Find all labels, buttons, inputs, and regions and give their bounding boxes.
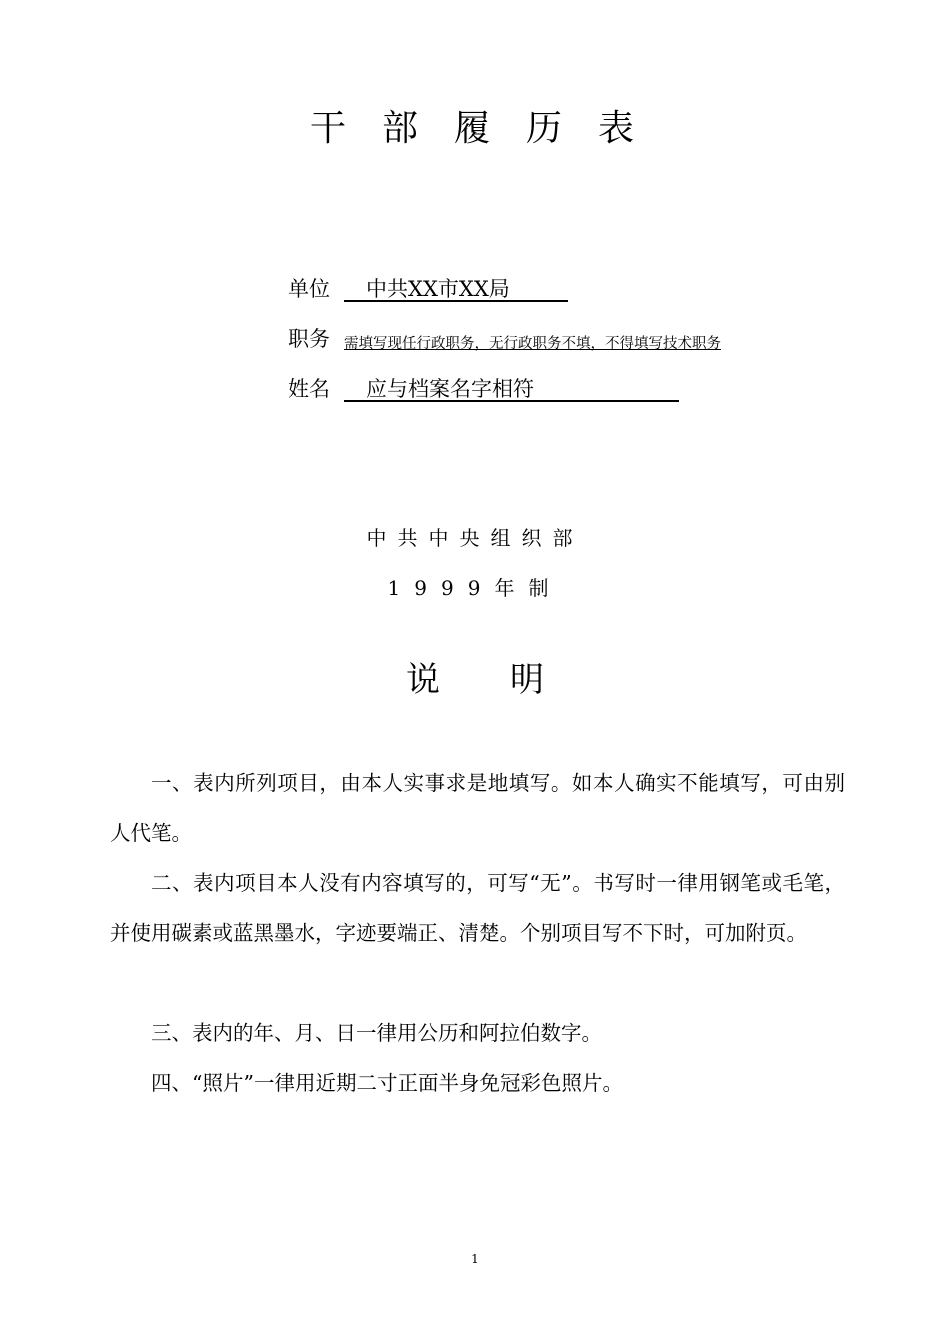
unit-label: 单位 <box>288 277 330 301</box>
unit-field <box>344 273 568 302</box>
document-title: 干部履历表 <box>309 108 670 149</box>
instructions-heading: 说明 <box>406 660 614 700</box>
position-label: 职务 <box>288 327 330 351</box>
instruction-item-1: 一、表内所列项目，由本人实事求是地填写。如本人确实不能填写，可由别人代笔。 <box>110 771 845 845</box>
position-value: 需填写现任行政职务，无行政职务不填，不得填写技术职务 <box>344 336 721 352</box>
instruction-item-4: 四、“照片”一律用近期二寸正面半身免冠彩色照片。 <box>151 1071 623 1095</box>
instruction-item-3: 三、表内的年、月、日一律用公历和阿拉伯数字。 <box>151 1021 602 1045</box>
page-number: 1 <box>471 1252 479 1266</box>
name-field <box>344 373 679 402</box>
issuer-year: 1999年制 <box>387 576 563 600</box>
unit-value: 中共XX市XX局 <box>366 277 510 301</box>
name-value: 应与档案名字相符 <box>366 377 534 401</box>
name-label: 姓名 <box>288 377 330 401</box>
issuer-org: 中共中央组织部 <box>366 526 584 550</box>
instruction-item-2: 二、表内项目本人没有内容填写的，可写“无”。书写时一律用钢笔或毛笔，并使用碳素或蓝黑墨水，字迹要端正、清楚。个别项目写不下时，可加附页。 <box>110 871 845 945</box>
